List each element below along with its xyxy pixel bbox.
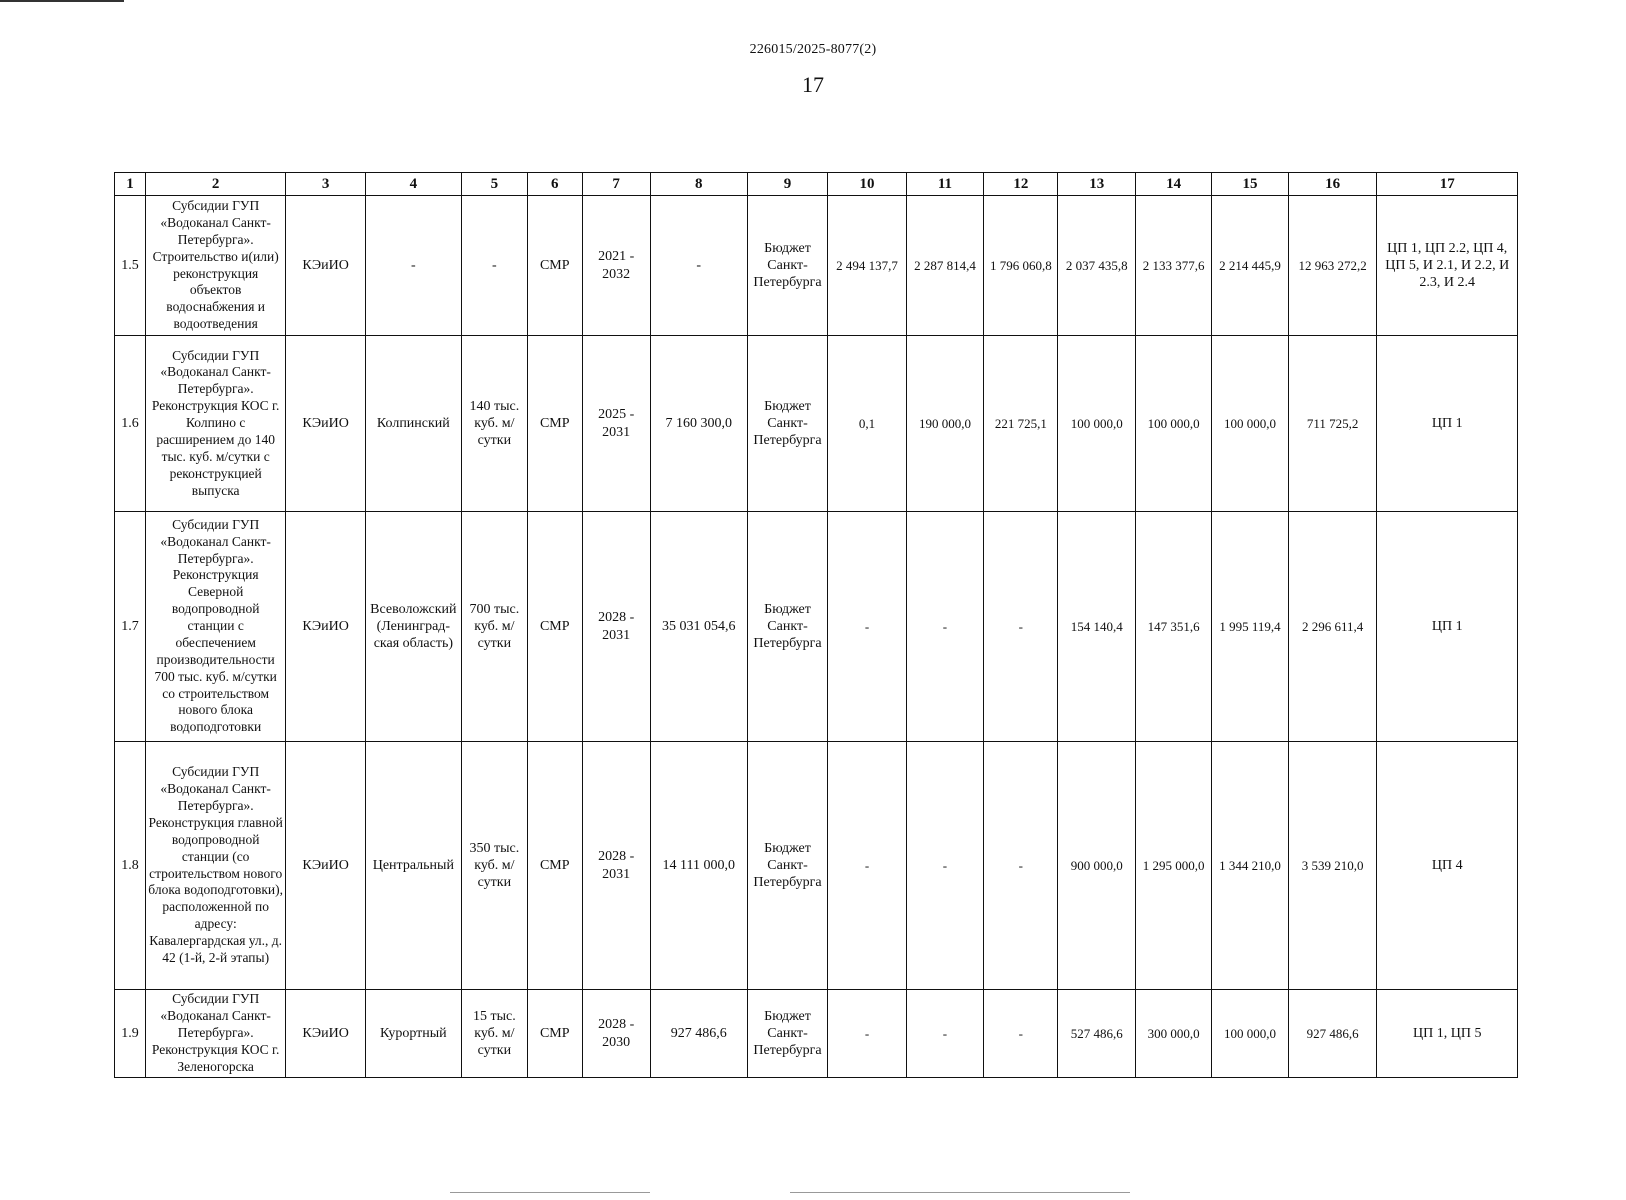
year-value: 300 000,0 (1135, 990, 1211, 1078)
measure-name: Субсидии ГУП «Водоканал Санкт-Петербурга». Реконструкция главной водопроводной станции (со строительством нового блока водоподготовки), расположенной по адресу: Кавалергардская ул., д. 42 (1-й, 2-й этапы) (145, 742, 285, 990)
executor: КЭиИО (286, 512, 365, 742)
period: 2028 - 2031 (582, 512, 650, 742)
district: Колпинский (365, 336, 461, 512)
year-value: - (828, 742, 906, 990)
year-value: 154 140,4 (1058, 512, 1135, 742)
col-header: 8 (650, 173, 747, 196)
table-row (115, 512, 1518, 742)
period: 2021 - 2032 (582, 196, 650, 336)
year-value: 2 037 435,8 (1058, 196, 1135, 336)
col-header: 11 (906, 173, 983, 196)
estimate: 7 160 300,0 (650, 336, 747, 512)
estimate: 35 031 054,6 (650, 512, 747, 742)
funding-source: Бюджет Санкт-Петербурга (747, 512, 828, 742)
col-header: 4 (365, 173, 461, 196)
executor: КЭиИО (286, 742, 365, 990)
measure-name: Субсидии ГУП «Водоканал Санкт-Петербурга». Реконструкция Северной водопроводной станции с обеспечением производительности 700 тыс. куб. м/сутки со строительством нового блока водоподготовки (145, 512, 285, 742)
estimate: 14 111 000,0 (650, 742, 747, 990)
executor: КЭиИО (286, 336, 365, 512)
col-header: 10 (828, 173, 906, 196)
year-value: 2 287 814,4 (906, 196, 983, 336)
col-header: 3 (286, 173, 365, 196)
capacity: - (461, 196, 527, 336)
scan-artifact-line (0, 0, 124, 2)
indicators: ЦП 1, ЦП 5 (1377, 990, 1518, 1078)
indicators: ЦП 1, ЦП 2.2, ЦП 4, ЦП 5, И 2.1, И 2.2, И 2.3, И 2.4 (1377, 196, 1518, 336)
funding-source: Бюджет Санкт-Петербурга (747, 990, 828, 1078)
total-value: 927 486,6 (1288, 990, 1377, 1078)
capacity: 140 тыс. куб. м/сутки (461, 336, 527, 512)
district: - (365, 196, 461, 336)
year-value: 100 000,0 (1058, 336, 1135, 512)
indicators: ЦП 1 (1377, 336, 1518, 512)
year-value: 0,1 (828, 336, 906, 512)
total-value: 12 963 272,2 (1288, 196, 1377, 336)
funding-source: Бюджет Санкт-Петербурга (747, 742, 828, 990)
budget-table (114, 172, 1518, 1078)
indicators: ЦП 4 (1377, 742, 1518, 990)
measure-name: Субсидии ГУП «Водоканал Санкт-Петербурга». Строительство и(или) реконструкция объектов водоснабжения и водоотведения (145, 196, 285, 336)
col-header: 13 (1058, 173, 1135, 196)
year-value: 2 214 445,9 (1212, 196, 1288, 336)
col-header: 14 (1135, 173, 1211, 196)
estimate: 927 486,6 (650, 990, 747, 1078)
work-type: СМР (527, 336, 582, 512)
year-value: - (984, 742, 1058, 990)
year-value: 221 725,1 (984, 336, 1058, 512)
row-number: 1.6 (115, 336, 146, 512)
district: Центральный (365, 742, 461, 990)
indicators: ЦП 1 (1377, 512, 1518, 742)
row-number: 1.7 (115, 512, 146, 742)
work-type: СМР (527, 196, 582, 336)
district: Всеволожский (Ленинград-ская область) (365, 512, 461, 742)
year-value: - (906, 742, 983, 990)
col-header: 9 (747, 173, 828, 196)
page-number: 17 (802, 72, 824, 97)
measure-name: Субсидии ГУП «Водоканал Санкт-Петербурга». Реконструкция КОС г. Колпино с расширением до 140 тыс. куб. м/сутки с реконструкцией выпуска (145, 336, 285, 512)
capacity: 350 тыс. куб. м/сутки (461, 742, 527, 990)
year-value: 2 494 137,7 (828, 196, 906, 336)
work-type: СМР (527, 990, 582, 1078)
table-row (115, 742, 1518, 990)
col-header: 1 (115, 173, 146, 196)
executor: КЭиИО (286, 990, 365, 1078)
col-header: 15 (1212, 173, 1288, 196)
year-value: - (984, 990, 1058, 1078)
work-type: СМР (527, 742, 582, 990)
scan-artifact-line (790, 1192, 1130, 1193)
year-value: - (828, 990, 906, 1078)
table-row (115, 196, 1518, 336)
capacity: 700 тыс. куб. м/сутки (461, 512, 527, 742)
row-number: 1.5 (115, 196, 146, 336)
document-number: 226015/2025-8077(2) (749, 42, 877, 57)
year-value: - (906, 990, 983, 1078)
work-type: СМР (527, 512, 582, 742)
col-header: 16 (1288, 173, 1377, 196)
col-header: 7 (582, 173, 650, 196)
table-row (115, 990, 1518, 1078)
district: Курортный (365, 990, 461, 1078)
scan-artifact-line (450, 1192, 650, 1193)
table-row (115, 336, 1518, 512)
year-value: 527 486,6 (1058, 990, 1135, 1078)
year-value: 1 344 210,0 (1212, 742, 1288, 990)
year-value: 900 000,0 (1058, 742, 1135, 990)
year-value: - (984, 512, 1058, 742)
header-row (115, 173, 1518, 196)
total-value: 711 725,2 (1288, 336, 1377, 512)
period: 2025 - 2031 (582, 336, 650, 512)
funding-source: Бюджет Санкт-Петербурга (747, 196, 828, 336)
col-header: 17 (1377, 173, 1518, 196)
estimate: - (650, 196, 747, 336)
period: 2028 - 2031 (582, 742, 650, 990)
row-number: 1.9 (115, 990, 146, 1078)
year-value: 1 796 060,8 (984, 196, 1058, 336)
year-value: 1 995 119,4 (1212, 512, 1288, 742)
year-value: 100 000,0 (1135, 336, 1211, 512)
year-value: 1 295 000,0 (1135, 742, 1211, 990)
year-value: - (906, 512, 983, 742)
year-value: 190 000,0 (906, 336, 983, 512)
executor: КЭиИО (286, 196, 365, 336)
funding-source: Бюджет Санкт-Петербурга (747, 336, 828, 512)
year-value: 100 000,0 (1212, 336, 1288, 512)
total-value: 3 539 210,0 (1288, 742, 1377, 990)
col-header: 6 (527, 173, 582, 196)
col-header: 12 (984, 173, 1058, 196)
col-header: 2 (145, 173, 285, 196)
period: 2028 - 2030 (582, 990, 650, 1078)
col-header: 5 (461, 173, 527, 196)
year-value: - (828, 512, 906, 742)
year-value: 2 133 377,6 (1135, 196, 1211, 336)
measure-name: Субсидии ГУП «Водоканал Санкт-Петербурга». Реконструкция КОС г. Зеленогорска (145, 990, 285, 1078)
row-number: 1.8 (115, 742, 146, 990)
capacity: 15 тыс. куб. м/сутки (461, 990, 527, 1078)
year-value: 100 000,0 (1212, 990, 1288, 1078)
total-value: 2 296 611,4 (1288, 512, 1377, 742)
year-value: 147 351,6 (1135, 512, 1211, 742)
